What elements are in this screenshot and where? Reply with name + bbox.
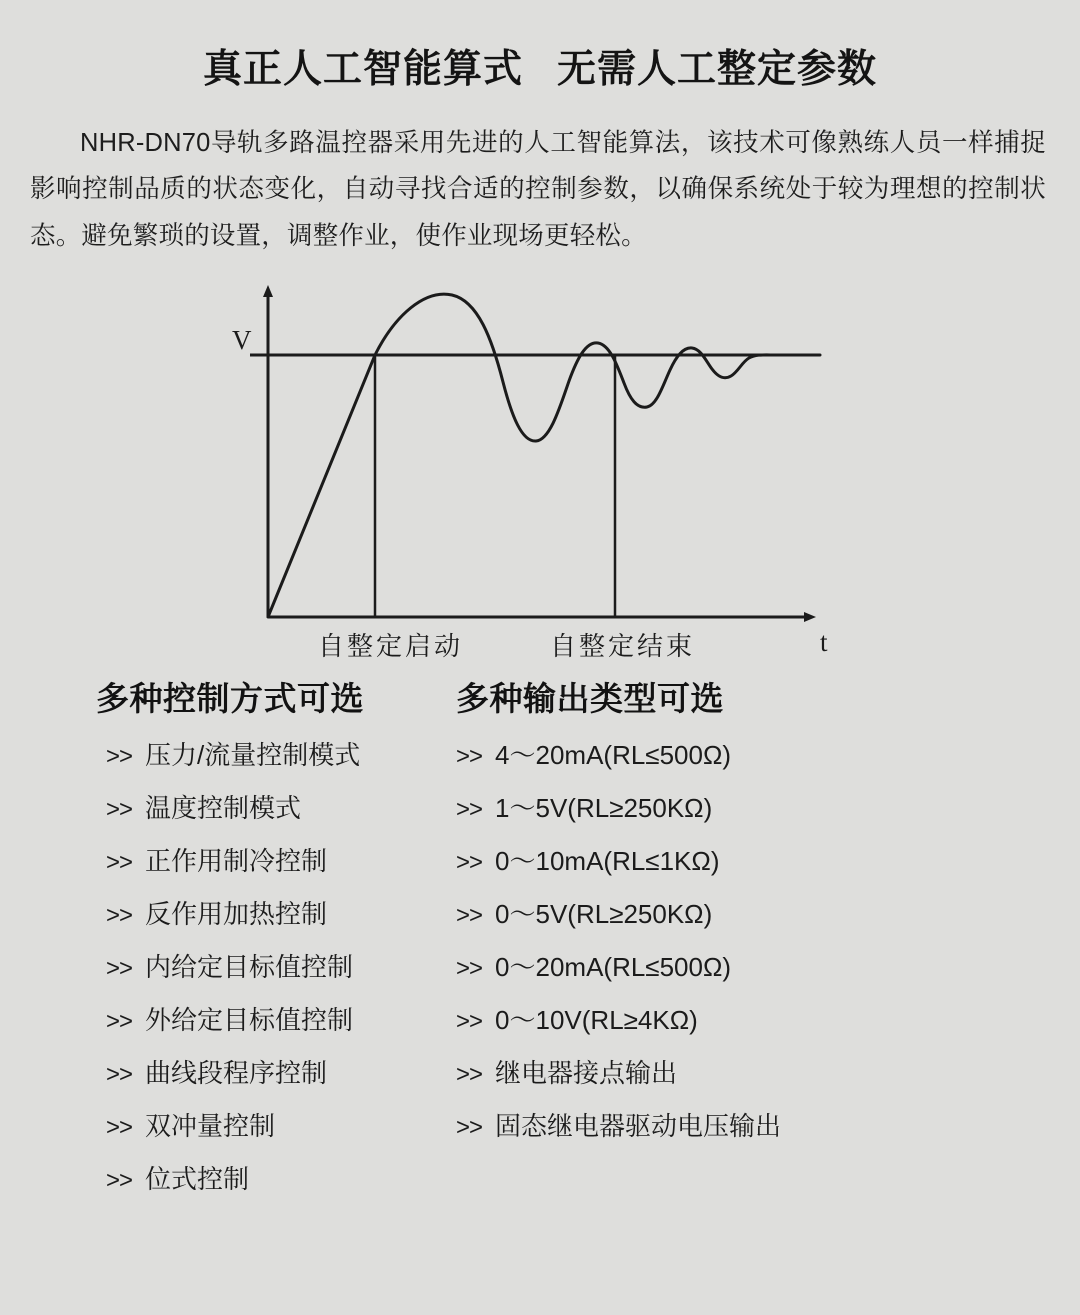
bullet-icon: >>: [106, 1061, 133, 1089]
output-types-list: [456, 742, 976, 1140]
list-item: [456, 795, 976, 822]
list-item-label: 曲线段程序控制: [145, 1058, 328, 1089]
annotation-autotune-end: 自整定结束: [550, 632, 696, 662]
list-item: [456, 742, 976, 769]
x-axis-label: t: [820, 627, 828, 658]
list-item: [456, 1060, 976, 1087]
list-item: [96, 1007, 456, 1034]
bullet-icon: >>: [106, 1114, 133, 1142]
list-item: [456, 901, 976, 928]
bullet-icon: >>: [106, 1008, 133, 1036]
control-modes-title: 多种控制方式可选: [96, 680, 364, 718]
list-item-label: 反作用加热控制: [145, 899, 328, 930]
output-types-title: 多种输出类型可选: [456, 680, 724, 718]
chart-svg: [220, 277, 860, 667]
feature-columns: [0, 673, 1080, 1219]
response-curve: [268, 294, 820, 617]
list-item: [96, 1060, 456, 1087]
bullet-icon: >>: [106, 743, 133, 771]
list-item: [96, 795, 456, 822]
list-item-label: 0～20mA(RL≤500Ω): [495, 952, 732, 983]
y-axis-label: V: [232, 325, 252, 356]
bullet-icon: >>: [456, 1114, 483, 1142]
list-item-label: 温度控制模式: [145, 793, 302, 824]
list-item: [96, 901, 456, 928]
list-item: [96, 848, 456, 875]
list-item-label: 0～5V(RL≥250KΩ): [495, 899, 713, 930]
list-item: [96, 1113, 456, 1140]
page-title-part1: 真正人工智能算式: [202, 48, 523, 91]
bullet-icon: >>: [106, 796, 133, 824]
control-modes-list: [96, 742, 456, 1193]
bullet-icon: >>: [106, 1167, 133, 1195]
list-item: [456, 954, 976, 981]
page-title-part2: 无需人工整定参数: [557, 48, 878, 91]
list-item: [456, 1007, 976, 1034]
bullet-icon: >>: [456, 902, 483, 930]
list-item-label: 双冲量控制: [145, 1111, 276, 1142]
bullet-icon: >>: [106, 902, 133, 930]
control-modes-column: [96, 673, 456, 1219]
list-item-label: 位式控制: [145, 1164, 250, 1195]
list-item-label: 固态继电器驱动电压输出: [495, 1111, 782, 1142]
bullet-icon: >>: [106, 849, 133, 877]
list-item: [456, 1113, 976, 1140]
intro-paragraph: NHR-DN70导轨多路温控器采用先进的人工智能算法，该技术可像熟练人员一样捕捉影响控制品质的状态变化，自动寻找合适的控制参数，以确保系统处于较为理想的控制状态。避免繁琐的设置，调整作业，使作业现场更轻松。: [30, 129, 1046, 250]
output-types-column: [456, 673, 976, 1219]
bullet-icon: >>: [456, 1061, 483, 1089]
list-item-label: 继电器接点输出: [495, 1058, 678, 1089]
list-item: [96, 742, 456, 769]
list-item-label: 正作用制冷控制: [145, 846, 328, 877]
bullet-icon: >>: [456, 955, 483, 983]
page-title: [0, 0, 1080, 94]
annotation-autotune-start: 自整定启动: [318, 632, 464, 662]
list-item-label: 外给定目标值控制: [145, 1005, 354, 1036]
list-item-label: 压力/流量控制模式: [145, 740, 361, 771]
bullet-icon: >>: [456, 849, 483, 877]
list-item: [96, 1166, 456, 1193]
list-item-label: 0～10mA(RL≤1KΩ): [495, 846, 720, 877]
bullet-icon: >>: [456, 1008, 483, 1036]
list-item-label: 1～5V(RL≥250KΩ): [495, 793, 713, 824]
autotune-response-chart: [0, 277, 1080, 667]
list-item-label: 0～10V(RL≥4KΩ): [495, 1005, 698, 1036]
bullet-icon: >>: [456, 796, 483, 824]
list-item: [96, 954, 456, 981]
x-axis-arrow: [804, 612, 816, 622]
bullet-icon: >>: [456, 743, 483, 771]
y-axis-arrow: [263, 285, 273, 297]
list-item: [456, 848, 976, 875]
bullet-icon: >>: [106, 955, 133, 983]
list-item-label: 4～20mA(RL≤500Ω): [495, 740, 732, 771]
list-item-label: 内给定目标值控制: [145, 952, 354, 983]
